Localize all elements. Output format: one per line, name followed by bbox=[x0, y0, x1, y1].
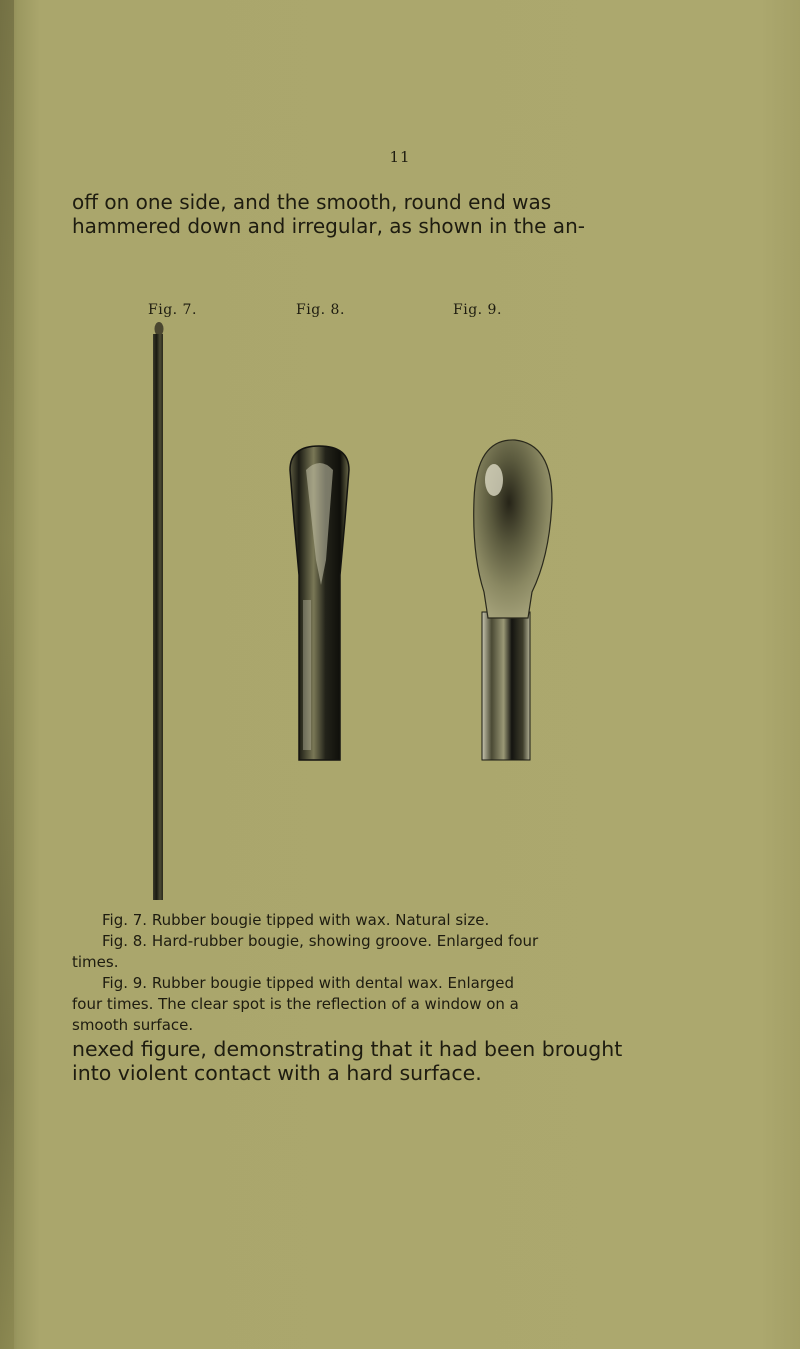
fig-9-wax-tip bbox=[474, 440, 552, 618]
figures-illustration bbox=[0, 320, 800, 910]
caption-fig-8-line-1: Fig. 8. Hard-rubber bougie, showing groove. Enlarged four bbox=[102, 932, 539, 950]
caption-fig-8-line-2: times. bbox=[72, 953, 119, 971]
figure-captions bbox=[72, 910, 724, 1036]
fig-9-shaft bbox=[482, 612, 530, 760]
caption-fig-9-line-2: four times. The clear spot is the reflection of a window on a bbox=[72, 995, 519, 1013]
page-number: 11 bbox=[389, 148, 411, 166]
fig-7-rod bbox=[153, 334, 163, 900]
paragraph-top-line-2: hammered down and irregular, as shown in the an- bbox=[72, 214, 585, 238]
paragraph-top-line-1: off on one side, and the smooth, round end was bbox=[72, 190, 552, 214]
fig-8-label: Fig. 8. bbox=[296, 302, 345, 318]
fig-9-reflection bbox=[485, 464, 503, 496]
fig-7-wax-tip bbox=[155, 322, 164, 336]
caption-fig-7: Fig. 7. Rubber bougie tipped with wax. Natural size. bbox=[102, 911, 490, 929]
paragraph-bottom bbox=[72, 1037, 722, 1085]
fig-7-bougie bbox=[153, 322, 164, 900]
fig-9-label: Fig. 9. bbox=[453, 302, 502, 318]
paragraph-top bbox=[72, 190, 722, 238]
fig-8-bougie bbox=[290, 446, 349, 760]
fig-7-label: Fig. 7. bbox=[148, 302, 197, 318]
paragraph-bottom-line-2: into violent contact with a hard surface. bbox=[72, 1061, 482, 1085]
caption-fig-9-line-1: Fig. 9. Rubber bougie tipped with dental wax. Enlarged bbox=[102, 974, 515, 992]
paragraph-bottom-line-1: nexed figure, demonstrating that it had been brought bbox=[72, 1037, 623, 1061]
fig-9-bougie bbox=[474, 440, 552, 760]
caption-fig-9-line-3: smooth surface. bbox=[72, 1016, 194, 1034]
